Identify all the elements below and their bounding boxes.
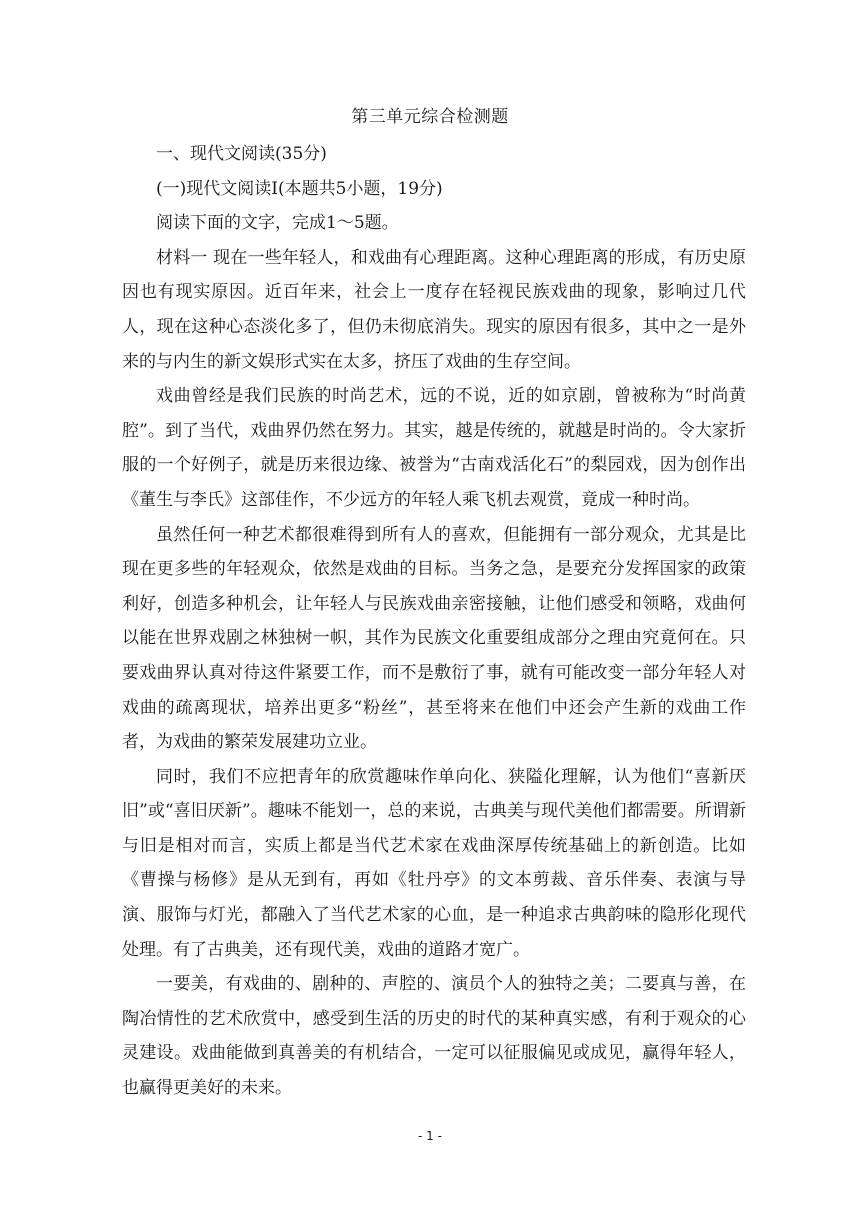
paragraph-1: 材料一 现在一些年轻人，和戏曲有心理距离。这种心理距离的形成，有历史原因也有现实原因。近百年来，社会上一度存在轻视民族戏曲的现象，影响过几代人，现在这种心态淡化多了，但仍未彻底消失。现实的原因有很多，其中之一是外来的与内生的新文娱形式实在太多，挤压了戏曲的生存空间。 — [122, 247, 746, 372]
paragraph-5: 一要美，有戏曲的、剧种的、声腔的、演员个人的独特之美；二要真与善，在陶冶情性的艺术欣赏中，感受到生活的历史的时代的某种真实感，有利于观众的心灵建设。戏曲能做到真善美的有机结合，一定可以征服偏见或成见，赢得年轻人，也赢得更美好的未来。 — [122, 974, 746, 1099]
document-title: 第三单元综合检测题 — [351, 107, 509, 127]
paragraph-3: 虽然任何一种艺术都很难得到所有人的喜欢，但能拥有一部分观众，尤其是比现在更多些的年轻观众，依然是戏曲的目标。当务之急，是要充分发挥国家的政策利好，创造多种机会，让年轻人与民族戏曲亲密接触，让他们感受和领略，戏曲何以能在世界戏剧之林独树一帜，其作为民族文化重要组成部分之理由究竟何在。只要戏曲界认真对待这件紧要工作，而不是敷衍了事，就有可能改变一部分年轻人对戏曲的疏离现状，培养出更多“粉丝”，甚至将来在他们中还会产生新的戏曲工作者，为戏曲的繁荣发展建功立业。 — [122, 524, 746, 753]
page-number: - 1 - — [418, 1129, 442, 1143]
document-body — [122, 137, 746, 1106]
paragraph-4: 同时，我们不应把青年的欣赏趣味作单向化、狭隘化理解，认为他们“喜新厌旧”或“喜旧厌新”。趣味不能划一，总的来说，古典美与现代美他们都需要。所谓新与旧是相对而言，实质上都是当代艺术家在戏曲深厚传统基础上的新创造。比如《曹操与杨修》是从无到有，再如《牡丹亭》的文本剪裁、音乐伴奏、表演与导演、服饰与灯光，都融入了当代艺术家的心血，是一种追求古典韵味的隐形化现代处理。有了古典美，还有现代美，戏曲的道路才宽广。 — [122, 766, 746, 960]
section-heading: 一、现代文阅读(35分) — [156, 144, 327, 164]
reading-instruction: 阅读下面的文字，完成1～5题。 — [156, 213, 399, 234]
subsection-heading: (一)现代文阅读Ⅰ(本题共5小题，19分) — [156, 178, 443, 199]
paragraph-2: 戏曲曾经是我们民族的时尚艺术，远的不说，近的如京剧，曾被称为“时尚黄腔”。到了当代，戏曲界仍然在努力。其实，越是传统的，就越是时尚的。令大家折服的一个好例子，就是历来很边缘、被誉为“古南戏活化石”的梨园戏，因为创作出《董生与李氏》这部佳作，不少远方的年轻人乘飞机去观赏，竟成一种时尚。 — [122, 386, 746, 510]
